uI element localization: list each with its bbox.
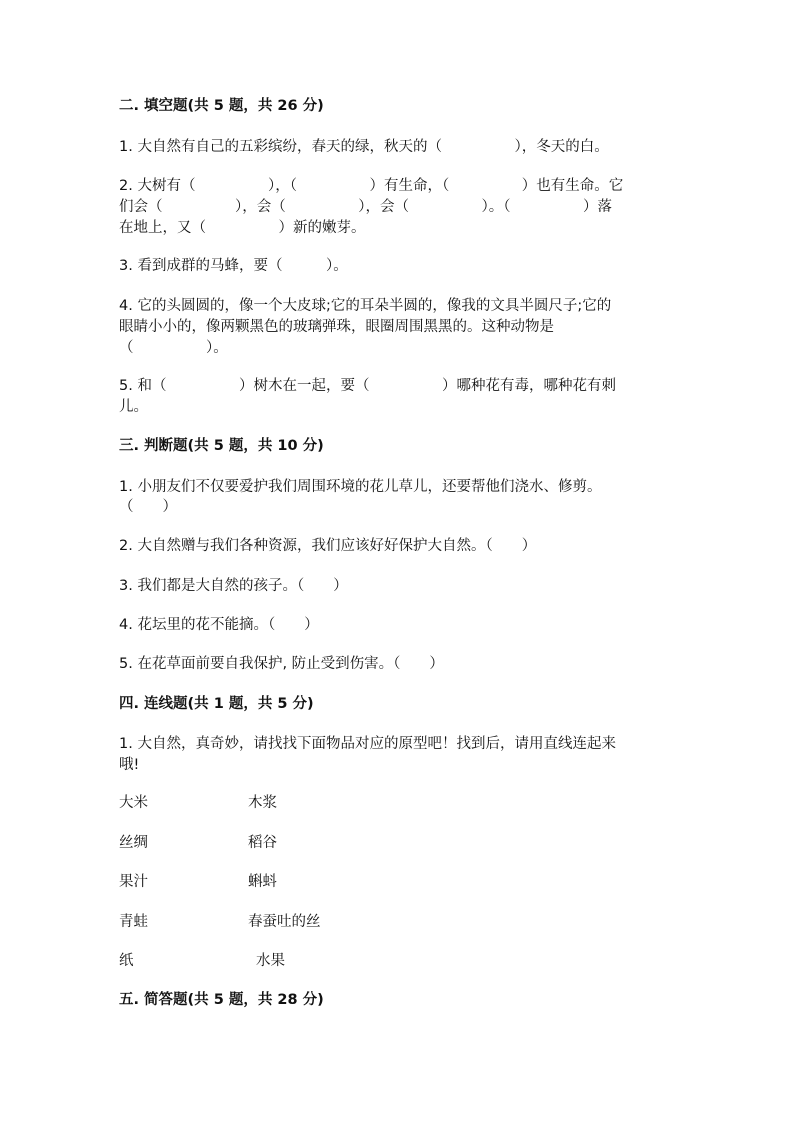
match-left-item: 青蛙 [119,914,148,930]
question-text: 2. 大自然赠与我们各种资源，我们应该好好保护大自然。（ ） [119,538,537,554]
match-left-item: 丝绸 [119,835,148,851]
question-text: 2. 大树有（ ），（ ）有生命，（ ）也有生命。它 [119,178,624,194]
question-text: 们会（ ），会（ ），会（ ）。（ ）落 [119,199,612,215]
match-right-item: 春蚕吐的丝 [248,914,321,930]
section-heading-judge: 三. 判断题(共 5 题，共 10 分) [119,438,324,454]
match-left-item: 大米 [119,795,148,811]
match-left-item: 果汁 [119,874,148,890]
match-right-item: 木浆 [248,795,277,811]
question-text: 3. 我们都是大自然的孩子。（ ） [119,578,348,594]
question-text: 在地上，又（ ）新的嫩芽。 [119,220,366,236]
section-heading-matching: 四. 连线题(共 1 题，共 5 分) [119,696,314,712]
question-text: 4. 它的头圆圆的，像一个大皮球;它的耳朵半圆的，像我的文具半圆尺子;它的 [119,298,612,314]
question-text: 1. 大自然，真奇妙，请找找下面物品对应的原型吧！找到后，请用直线连起来 [119,736,616,752]
match-right-item: 蝌蚪 [248,874,277,890]
question-text: 眼睛小小的，像两颗黑色的玻璃弹珠，眼圈周围黑黑的。这种动物是 [119,319,554,335]
question-text: 1. 大自然有自己的五彩缤纷，春天的绿，秋天的（ ），冬天的白。 [119,139,609,155]
question-text: 1. 小朋友们不仅要爱护我们周围环境的花儿草儿，还要帮他们浇水、修剪。 [119,479,602,495]
question-text: 5. 和（ ）树木在一起，要（ ）哪种花有毒，哪种花有刺 [119,378,616,394]
section-heading-fill-blank: 二. 填空题(共 5 题，共 26 分) [119,98,324,114]
question-text: （ ）。 [119,340,228,356]
match-left-item: 纸 [119,953,134,969]
section-heading-short-answer: 五. 简答题(共 5 题，共 28 分) [119,992,324,1008]
question-text: （ ） [119,499,177,515]
question-text: 哦! [119,757,140,773]
question-text: 儿。 [119,399,148,415]
match-right-item: 稻谷 [248,835,277,851]
question-text: 5. 在花草面前要自我保护, 防止受到伤害。（ ） [119,656,444,672]
question-text: 3. 看到成群的马蜂，要（ ）。 [119,258,348,274]
match-right-item: 水果 [256,953,285,969]
question-text: 4. 花坛里的花不能摘。（ ） [119,617,319,633]
